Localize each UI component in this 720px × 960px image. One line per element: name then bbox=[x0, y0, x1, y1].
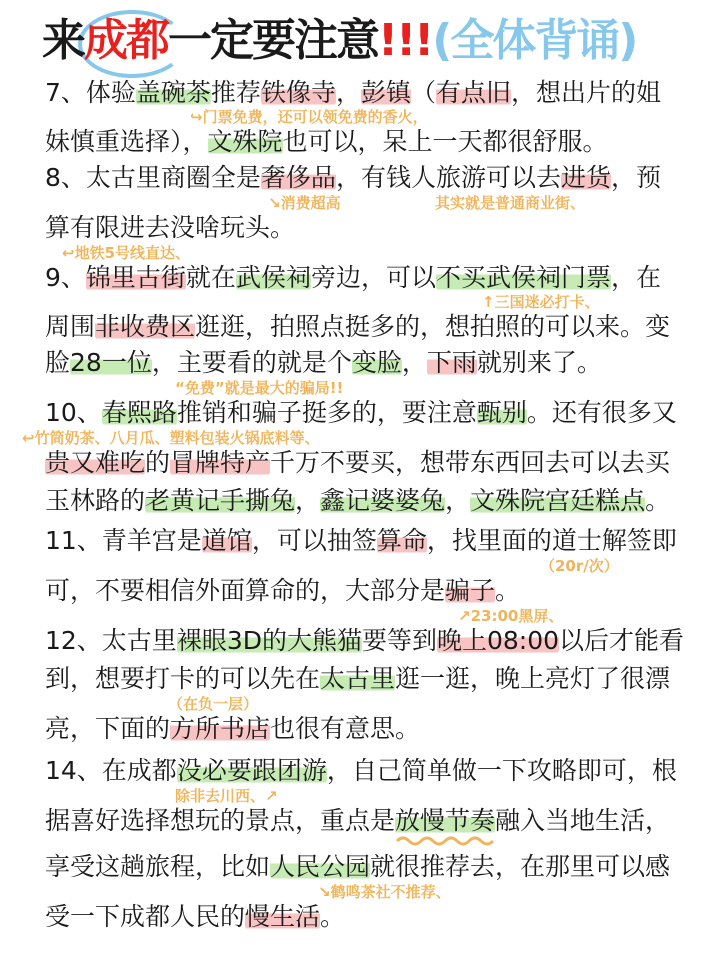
text-segment: 可，不要相信外面算命的，大部分是 bbox=[45, 576, 446, 605]
text-segment: 周围 bbox=[45, 312, 96, 341]
highlight-green: 武侯祠 bbox=[235, 263, 311, 292]
text-line bbox=[45, 486, 670, 516]
text-line bbox=[45, 852, 670, 882]
text-line bbox=[45, 576, 520, 606]
highlight-pink: 锦里古街 bbox=[85, 263, 186, 292]
text-segment: 千万不要买，想带东西回去可以去买 bbox=[270, 448, 671, 477]
text-line bbox=[45, 526, 677, 556]
handwritten-annotation: ↘消费超高 bbox=[268, 194, 341, 212]
text-segment: ，可以抽签 bbox=[251, 526, 377, 555]
text-segment: 算有限进去没啥玩头。 bbox=[45, 213, 296, 242]
text-line bbox=[45, 398, 677, 428]
handwritten-annotation: ↪门票免费，还可以领免费的香火， bbox=[190, 108, 428, 126]
text-segment: 脸 bbox=[45, 348, 71, 377]
text-segment: 也可以，呆上一天都很舒服。 bbox=[282, 127, 608, 156]
text-line bbox=[45, 664, 670, 694]
text-segment: 12、太古里 bbox=[45, 626, 177, 655]
text-line bbox=[45, 626, 684, 656]
highlight-pink: 算命 bbox=[376, 526, 427, 555]
handwritten-annotation: ↩竹筒奶茶、八月瓜、塑料包装火锅底料等、 bbox=[22, 429, 320, 447]
handwritten-annotation: ↘鹤鸣茶社不推荐、 bbox=[318, 883, 451, 901]
highlight-pink: 奢侈品 bbox=[260, 163, 336, 192]
text-line bbox=[45, 714, 420, 744]
highlight-pink: 道馆 bbox=[201, 526, 252, 555]
text-segment: ，找里面的道士解签即 bbox=[426, 526, 677, 555]
handwritten-annotation: 除非去川西、↗ bbox=[175, 787, 278, 805]
highlight-green: 人民公园 bbox=[270, 852, 371, 881]
highlight-green: 不买武侯祠门票 bbox=[435, 263, 611, 292]
text-line bbox=[45, 806, 670, 836]
highlight-green: 28一位 bbox=[70, 348, 152, 377]
title-exclamation: !!! bbox=[378, 15, 433, 66]
handwritten-annotation: ↗23:00黑屏、 bbox=[458, 607, 564, 625]
highlight-green: 老黄记手撕兔 bbox=[145, 486, 296, 515]
text-segment: 的 bbox=[145, 448, 171, 477]
highlight-pink: 贵又难吃 bbox=[45, 448, 146, 477]
text-segment: ， bbox=[445, 486, 471, 515]
text-segment: 7、体验 bbox=[45, 78, 136, 107]
handwritten-annotation: （20r/次） bbox=[540, 557, 619, 575]
title-city: 成都 bbox=[84, 15, 168, 66]
text-segment: 10、 bbox=[45, 398, 102, 427]
highlight-green: 文殊院 bbox=[207, 127, 283, 156]
highlight-pink: 晚上08:00 bbox=[437, 626, 560, 655]
text-segment: ，主要看的就是个 bbox=[151, 348, 352, 377]
text-segment: 推荐 bbox=[210, 78, 261, 107]
text-line bbox=[45, 448, 670, 478]
highlight-pink: 冒牌特产 bbox=[170, 448, 271, 477]
text-segment: 以后才能看 bbox=[559, 626, 685, 655]
text-segment: 据喜好选择想玩的景点，重点是 bbox=[45, 806, 396, 835]
text-line bbox=[45, 163, 661, 193]
highlight-pink: 进货 bbox=[560, 163, 611, 192]
highlight-pink: 彭镇 bbox=[360, 78, 411, 107]
text-segment: ，预 bbox=[610, 163, 661, 192]
text-segment: 融入当地生活， bbox=[495, 806, 671, 835]
highlight-green: 放慢节奏 bbox=[395, 806, 496, 835]
highlight-green: 文殊院宫廷糕点 bbox=[470, 486, 646, 515]
text-segment: 14、在成都 bbox=[45, 756, 177, 785]
title-part: 来 bbox=[42, 15, 84, 66]
handwritten-annotation: （在负一层） bbox=[168, 695, 259, 713]
title-part: 一定要注意 bbox=[168, 15, 378, 66]
text-segment: 。 bbox=[645, 486, 671, 515]
text-segment: 。 bbox=[495, 576, 521, 605]
text-segment: ，在 bbox=[610, 263, 661, 292]
text-segment: 亮，下面的 bbox=[45, 714, 171, 743]
highlight-green: 变脸 bbox=[351, 348, 402, 377]
highlight-green: 太古里 bbox=[320, 664, 396, 693]
text-segment: 旁边，可以 bbox=[310, 263, 436, 292]
text-segment: 到，想要打卡的可以先在 bbox=[45, 664, 321, 693]
text-segment: 。还有很多又 bbox=[526, 398, 677, 427]
text-segment: ，有钱人旅游可以去 bbox=[335, 163, 561, 192]
text-segment: 玉林路的 bbox=[45, 486, 146, 515]
highlight-green: 鑫记婆婆兔 bbox=[320, 486, 446, 515]
page-title bbox=[42, 14, 636, 68]
text-segment: 就在 bbox=[185, 263, 236, 292]
wavy-underline bbox=[395, 835, 495, 847]
highlight-green: 甄别 bbox=[476, 398, 527, 427]
highlight-pink: 非收费区 bbox=[95, 312, 196, 341]
text-segment: 逛一逛，晚上亮灯了很漂 bbox=[395, 664, 671, 693]
text-line bbox=[45, 213, 295, 243]
highlight-green: 没必要跟团游 bbox=[176, 756, 327, 785]
text-segment: 就很推荐去，在那里可以感 bbox=[370, 852, 671, 881]
text-segment: 也很有意思。 bbox=[270, 714, 421, 743]
text-segment: 逛逛，拍照点挺多的，想拍照的可以来。变 bbox=[195, 312, 671, 341]
highlight-green: 裸眼3D的大熊猫 bbox=[176, 626, 362, 655]
highlight-pink: 慢生活 bbox=[245, 902, 321, 931]
text-line bbox=[45, 756, 677, 786]
highlight-pink: 方所书店 bbox=[170, 714, 271, 743]
title-subtitle: (全体背诵) bbox=[432, 15, 637, 66]
highlight-pink: 骗子 bbox=[445, 576, 496, 605]
text-segment: ，自己简单做一下攻略即可，根 bbox=[326, 756, 677, 785]
text-line bbox=[45, 127, 608, 157]
text-segment: ， bbox=[335, 78, 361, 107]
text-segment: 11、青羊宫是 bbox=[45, 526, 202, 555]
text-segment: 8、太古里商圈全是 bbox=[45, 163, 261, 192]
handwritten-annotation: “免费”就是最大的骗局!! bbox=[175, 379, 344, 397]
text-segment: 受一下成都人民的 bbox=[45, 902, 246, 931]
text-segment: ， bbox=[401, 348, 427, 377]
text-segment: 妹慎重选择）， bbox=[45, 127, 208, 156]
handwritten-annotation: ↑三国迷必打卡、 bbox=[482, 293, 600, 311]
text-segment: 享受这趟旅程，比如 bbox=[45, 852, 271, 881]
highlight-pink: 铁像寺 bbox=[260, 78, 336, 107]
handwritten-annotation: 其实就是普通商业街、 bbox=[435, 194, 586, 212]
text-line bbox=[45, 263, 661, 293]
highlight-green: 春熙路 bbox=[101, 398, 177, 427]
text-line bbox=[45, 902, 345, 932]
text-segment: 要等到 bbox=[361, 626, 437, 655]
handwritten-annotation: ↩地铁5号线直达、 bbox=[62, 244, 191, 262]
text-segment: ， bbox=[295, 486, 321, 515]
text-line bbox=[45, 348, 602, 378]
text-segment: 推销和骗子挺多的，要注意 bbox=[176, 398, 477, 427]
text-line bbox=[45, 312, 670, 342]
text-segment: 。 bbox=[320, 902, 346, 931]
text-segment: （ bbox=[410, 78, 436, 107]
text-segment: 9、 bbox=[45, 263, 86, 292]
text-segment: ，想出片的姐 bbox=[511, 78, 662, 107]
highlight-green: 盖碗茶 bbox=[135, 78, 211, 107]
highlight-pink: 有点旧 bbox=[436, 78, 512, 107]
text-segment: 就别来了。 bbox=[476, 348, 602, 377]
highlight-pink: 下雨 bbox=[426, 348, 477, 377]
text-line bbox=[45, 78, 661, 108]
